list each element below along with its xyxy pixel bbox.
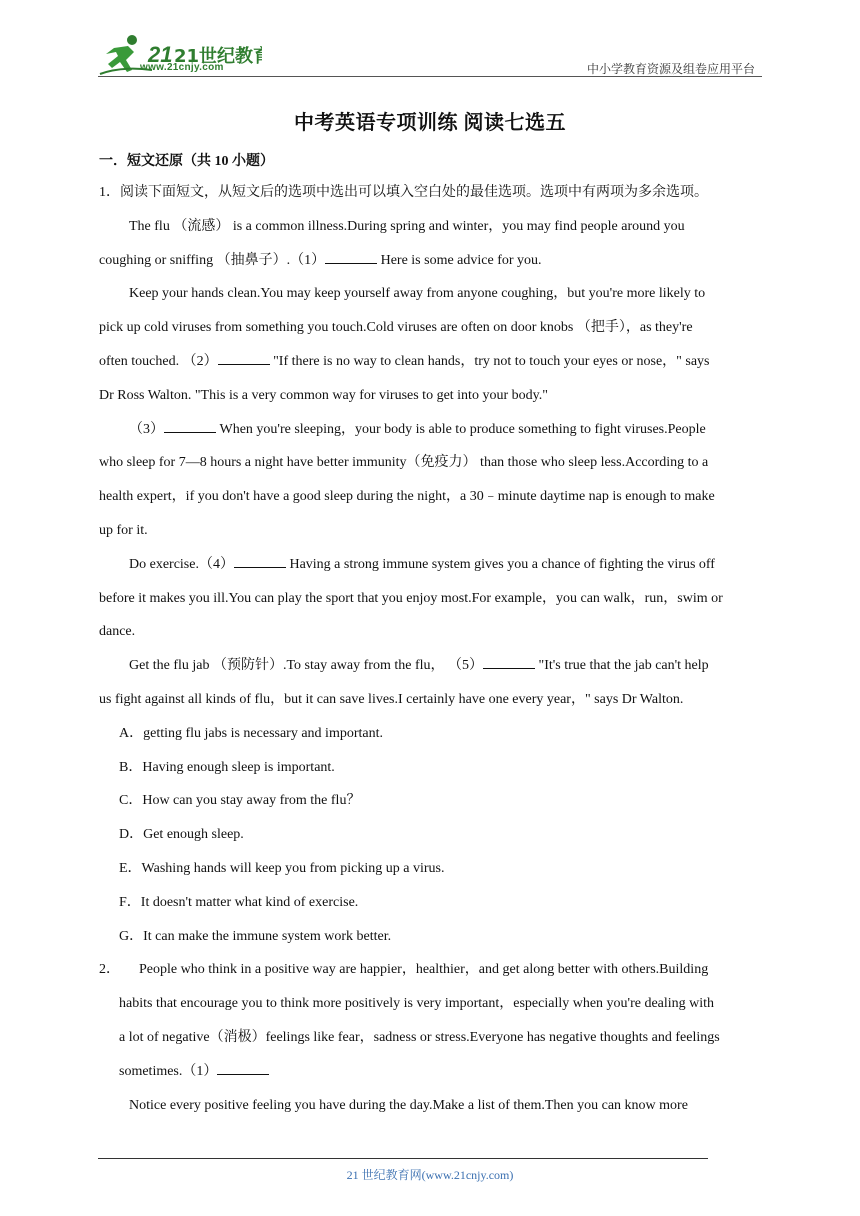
document-body bbox=[99, 176, 763, 1122]
q1-paragraph-2: Keep your hands clean.You may keep yourself away from anyone coughing，but you're more likely to bbox=[129, 286, 706, 302]
q1-paragraph-3-cont: up for it. bbox=[99, 522, 148, 538]
page-title: 中考英语专项训练 阅读七选五 bbox=[294, 112, 566, 134]
q1-paragraph-2-cont: often touched. （2） "If there is no way to clean hands，try not to touch your eyes or nose，" says bbox=[99, 345, 763, 379]
q1-paragraph-1-cont: coughing or sniffing （抽鼻子）.（1） Here is some advice for you. bbox=[99, 244, 763, 278]
q2-line-2: habits that encourage you to think more positively is very important，especially when you're dealing with bbox=[119, 996, 715, 1012]
logo-text: 21世纪教育 bbox=[174, 46, 262, 67]
q1-paragraph-4-cont: before it makes you ill.You can play the sport that you enjoy most.For example，you can walk，run，swim or bbox=[99, 590, 723, 606]
q1-paragraph-4-cont: dance. bbox=[99, 624, 136, 640]
logo-url: www.21cnjy.com bbox=[140, 62, 224, 73]
option-b: B．Having enough sleep is important. bbox=[119, 759, 335, 775]
option-e: E．Washing hands will keep you from picking up a virus. bbox=[119, 860, 445, 876]
header-divider bbox=[98, 76, 762, 77]
blank-5 bbox=[483, 654, 535, 669]
blank-3 bbox=[164, 418, 216, 433]
blank-2 bbox=[218, 350, 270, 365]
option-d: D．Get enough sleep. bbox=[119, 827, 244, 843]
q2-line-1: People who think in a positive way are happier，healthier，and get along better with others.Building bbox=[139, 962, 709, 978]
footer-divider bbox=[98, 1158, 708, 1159]
q1-paragraph-5: Get the flu jab （预防针）.To stay away from the flu， （5） "It's true that the jab can't help bbox=[99, 649, 763, 683]
q1-paragraph-3-cont: who sleep for 7—8 hours a night have better immunity（免疫力） than those who sleep less.According to a bbox=[99, 455, 709, 471]
q2-line-4: sometimes.（1） bbox=[119, 1055, 763, 1089]
question-2-passage bbox=[119, 953, 763, 1088]
q1-paragraph-3: （3） When you're sleeping，your body is able to produce something to fight viruses.People bbox=[99, 413, 763, 447]
footer-source: 21 世纪教育网(www.21cnjy.com) bbox=[346, 1168, 514, 1182]
option-c: C．How can you stay away from the flu？ bbox=[119, 793, 361, 809]
option-f: F．It doesn't matter what kind of exercise. bbox=[119, 894, 359, 910]
blank-1 bbox=[325, 249, 377, 264]
question-1-instruction: 1．阅读下面短文，从短文后的选项中选出可以填入空白处的最佳选项。选项中有两项为多余选项。 bbox=[99, 185, 708, 200]
option-a: A．getting flu jabs is necessary and important. bbox=[119, 725, 383, 741]
question-2 bbox=[99, 953, 763, 1088]
q1-paragraph-4: Do exercise.（4） Having a strong immune system gives you a chance of fighting the virus off bbox=[99, 548, 763, 582]
q1-paragraph-3-cont: health expert，if you don't have a good sleep during the night，a 30﹣minute daytime nap is enough to make bbox=[99, 489, 715, 505]
q2-line-3: a lot of negative（消极）feelings like fear，sadness or stress.Everyone has negative thoughts and feelings bbox=[119, 1029, 720, 1045]
section-heading: 一．短文还原（共 10 小题） bbox=[99, 154, 274, 169]
q1-paragraph-1: The flu （流感） is a common illness.During spring and winter，you may find people around you bbox=[129, 218, 685, 234]
q1-paragraph-2-cont: Dr Ross Walton. "This is a very common way for viruses to get into your body." bbox=[99, 387, 548, 403]
q1-paragraph-2-cont: pick up cold viruses from something you touch.Cold viruses are often on door knobs （把手），as they're bbox=[99, 320, 693, 336]
platform-label: 中小学教育资源及组卷应用平台 bbox=[586, 62, 755, 76]
svg-text:21: 21 bbox=[148, 42, 173, 67]
q2-paragraph-2: Notice every positive feeling you have during the day.Make a list of them.Then you can know more bbox=[129, 1097, 688, 1113]
option-g: G．It can make the immune system work better. bbox=[119, 928, 392, 944]
question-2-number: 2． bbox=[99, 962, 120, 978]
blank-4 bbox=[234, 553, 286, 568]
q2-blank-1 bbox=[217, 1060, 269, 1075]
q1-paragraph-5-cont: us fight against all kinds of flu，but it can save lives.I certainly have one every year，" says Dr Walton. bbox=[99, 691, 684, 707]
